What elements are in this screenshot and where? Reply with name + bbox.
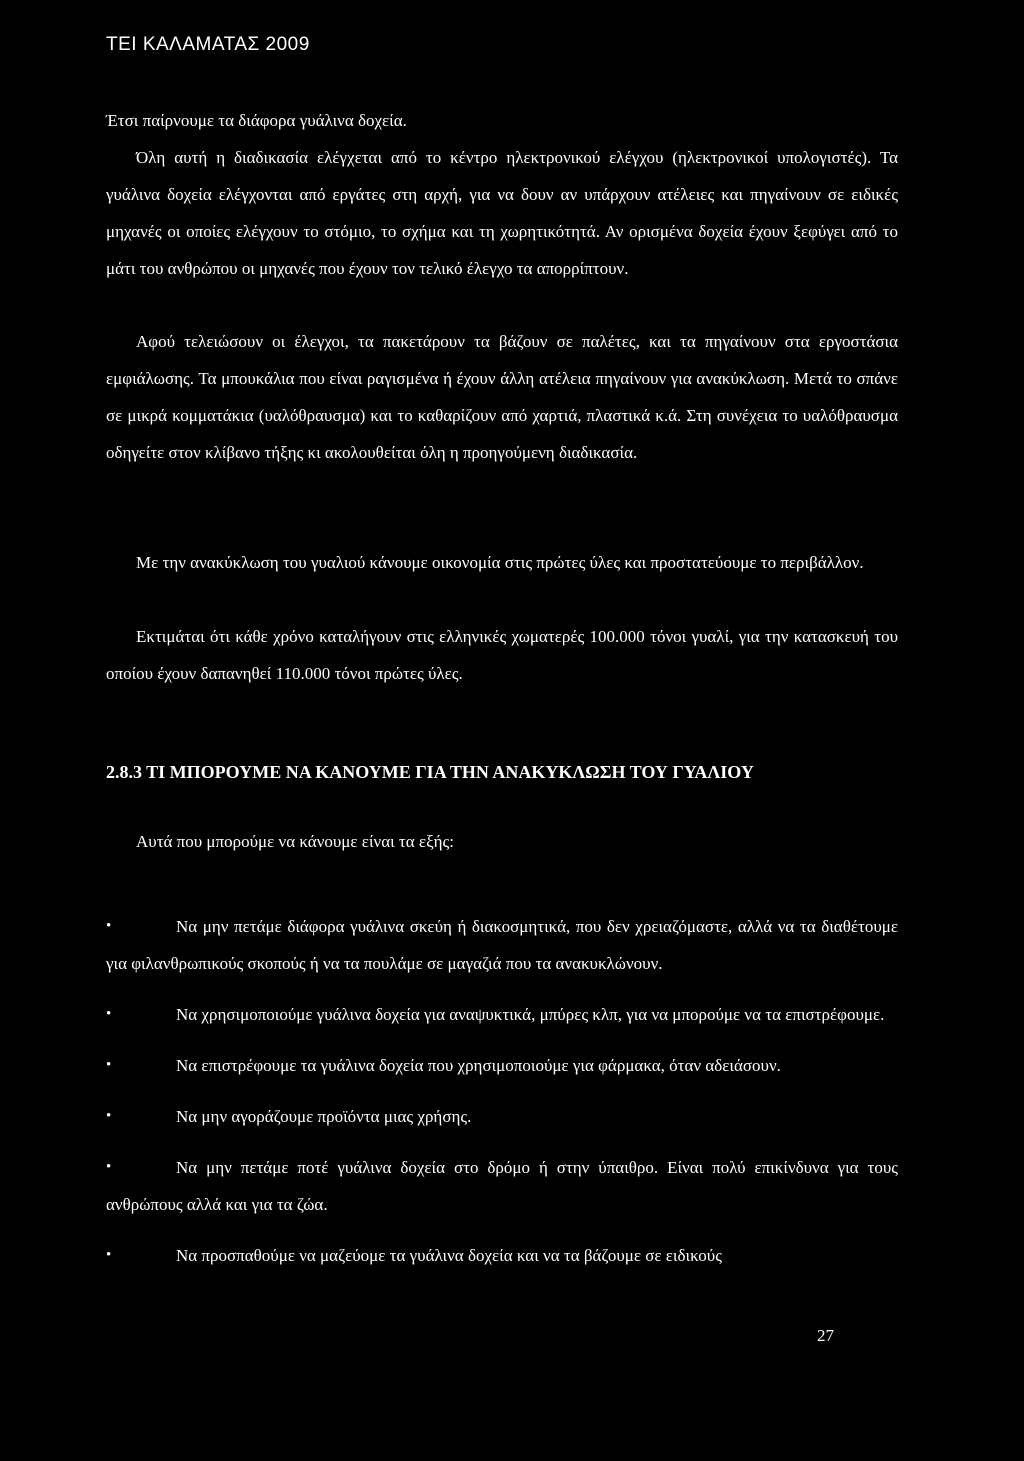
- paragraph-estimate: Εκτιμάται ότι κάθε χρόνο καταλήγουν στις ελληνικές χωματερές 100.000 τόνοι γυαλί, για την κατασκευή του οποίου έχουν δαπανηθεί 110.000 τόνοι πρώτες ύλες.: [106, 627, 898, 683]
- list-item: • Να χρησιμοποιούμε γυάλινα δοχεία για αναψυκτικά, μπύρες κλπ, για να μπορούμε να τα επιστρέφουμε.: [106, 996, 898, 1033]
- recommendations-list: [106, 908, 898, 1288]
- list-item: • Να μην πετάμε διάφορα γυάλινα σκεύη ή διακοσμητικά, που δεν χρειαζόμαστε, αλλά να τα διαθέτουμε για φιλανθρωπικούς σκοπούς ή να τα πουλάμε σε μαγαζιά που τα ανακυκλώνουν.: [106, 908, 898, 982]
- page-header: ΤΕΙ ΚΑΛΑΜΑΤΑΣ 2009: [106, 34, 310, 55]
- list-item: • Να επιστρέφουμε τα γυάλινα δοχεία που χρησιμοποιούμε για φάρμακα, όταν αδειάσουν.: [106, 1047, 898, 1084]
- section-heading: 2.8.3 ΤΙ ΜΠΟΡΟΥΜΕ ΝΑ ΚΑΝΟΥΜΕ ΓΙΑ ΤΗΝ ΑΝΑΚΥΚΛΩΣΗ ΤΟΥ ΓΥΑΛΙΟΥ: [106, 762, 754, 782]
- page-number: 27: [817, 1326, 834, 1345]
- list-item: • Να μην αγοράζουμε προϊόντα μιας χρήσης.: [106, 1098, 898, 1135]
- section-intro: Αυτά που μπορούμε να κάνουμε είναι τα εξής:: [136, 832, 454, 851]
- list-item: • Να μην πετάμε ποτέ γυάλινα δοχεία στο δρόμο ή στην ύπαιθρο. Είναι πολύ επικίνδυνα για τους ανθρώπους αλλά και για τα ζώα.: [106, 1149, 898, 1223]
- paragraph-economy: Με την ανακύκλωση του γυαλιού κάνουμε οικονομία στις πρώτες ύλες και προστατεύουμε το περιβάλλον.: [136, 553, 864, 572]
- paragraph-glass-containers: Έτσι παίρνουμε τα διάφορα γυάλινα δοχεία.: [106, 111, 407, 130]
- paragraph-packaging-recycling: Αφού τελειώσουν οι έλεγχοι, τα πακετάρουν τα βάζουν σε παλέτες, και τα πηγαίνουν στα εργοστάσια εμφιάλωσης. Τα μπουκάλια που είναι ραγισμένα ή έχουν άλλη ατέλεια πηγαίνουν για ανακύκλωση. Μετά το σπάνε σε μικρά κομματάκια (υαλόθραυσμα) και το καθαρίζουν από χαρτιά, πλαστικά κ.ά. Στη συνέχεια το υαλόθραυσμα οδηγείτε στον κλίβανο τήξης κι ακολουθείται όλη η προηγούμενη διαδικασία.: [106, 332, 898, 462]
- paragraph-electronic-control: Όλη αυτή η διαδικασία ελέγχεται από το κέντρο ηλεκτρονικού ελέγχου (ηλεκτρονικοί υπολογιστές). Τα γυάλινα δοχεία ελέγχονται από εργάτες στη αρχή, για να δουν αν υπάρχουν ατέλειες και πηγαίνουν σε ειδικές μηχανές οι οποίες ελέγχουν το στόμιο, το σχήμα και τη χωρητικότητά. Αν ορισμένα δοχεία έχουν ξεφύγει από το μάτι του ανθρώπου οι μηχανές που έχουν τον τελικό έλεγχο τα απορρίπτουν.: [106, 148, 898, 278]
- list-item: • Να προσπαθούμε να μαζεύομε τα γυάλινα δοχεία και να τα βάζουμε σε ειδικούς: [106, 1237, 898, 1274]
